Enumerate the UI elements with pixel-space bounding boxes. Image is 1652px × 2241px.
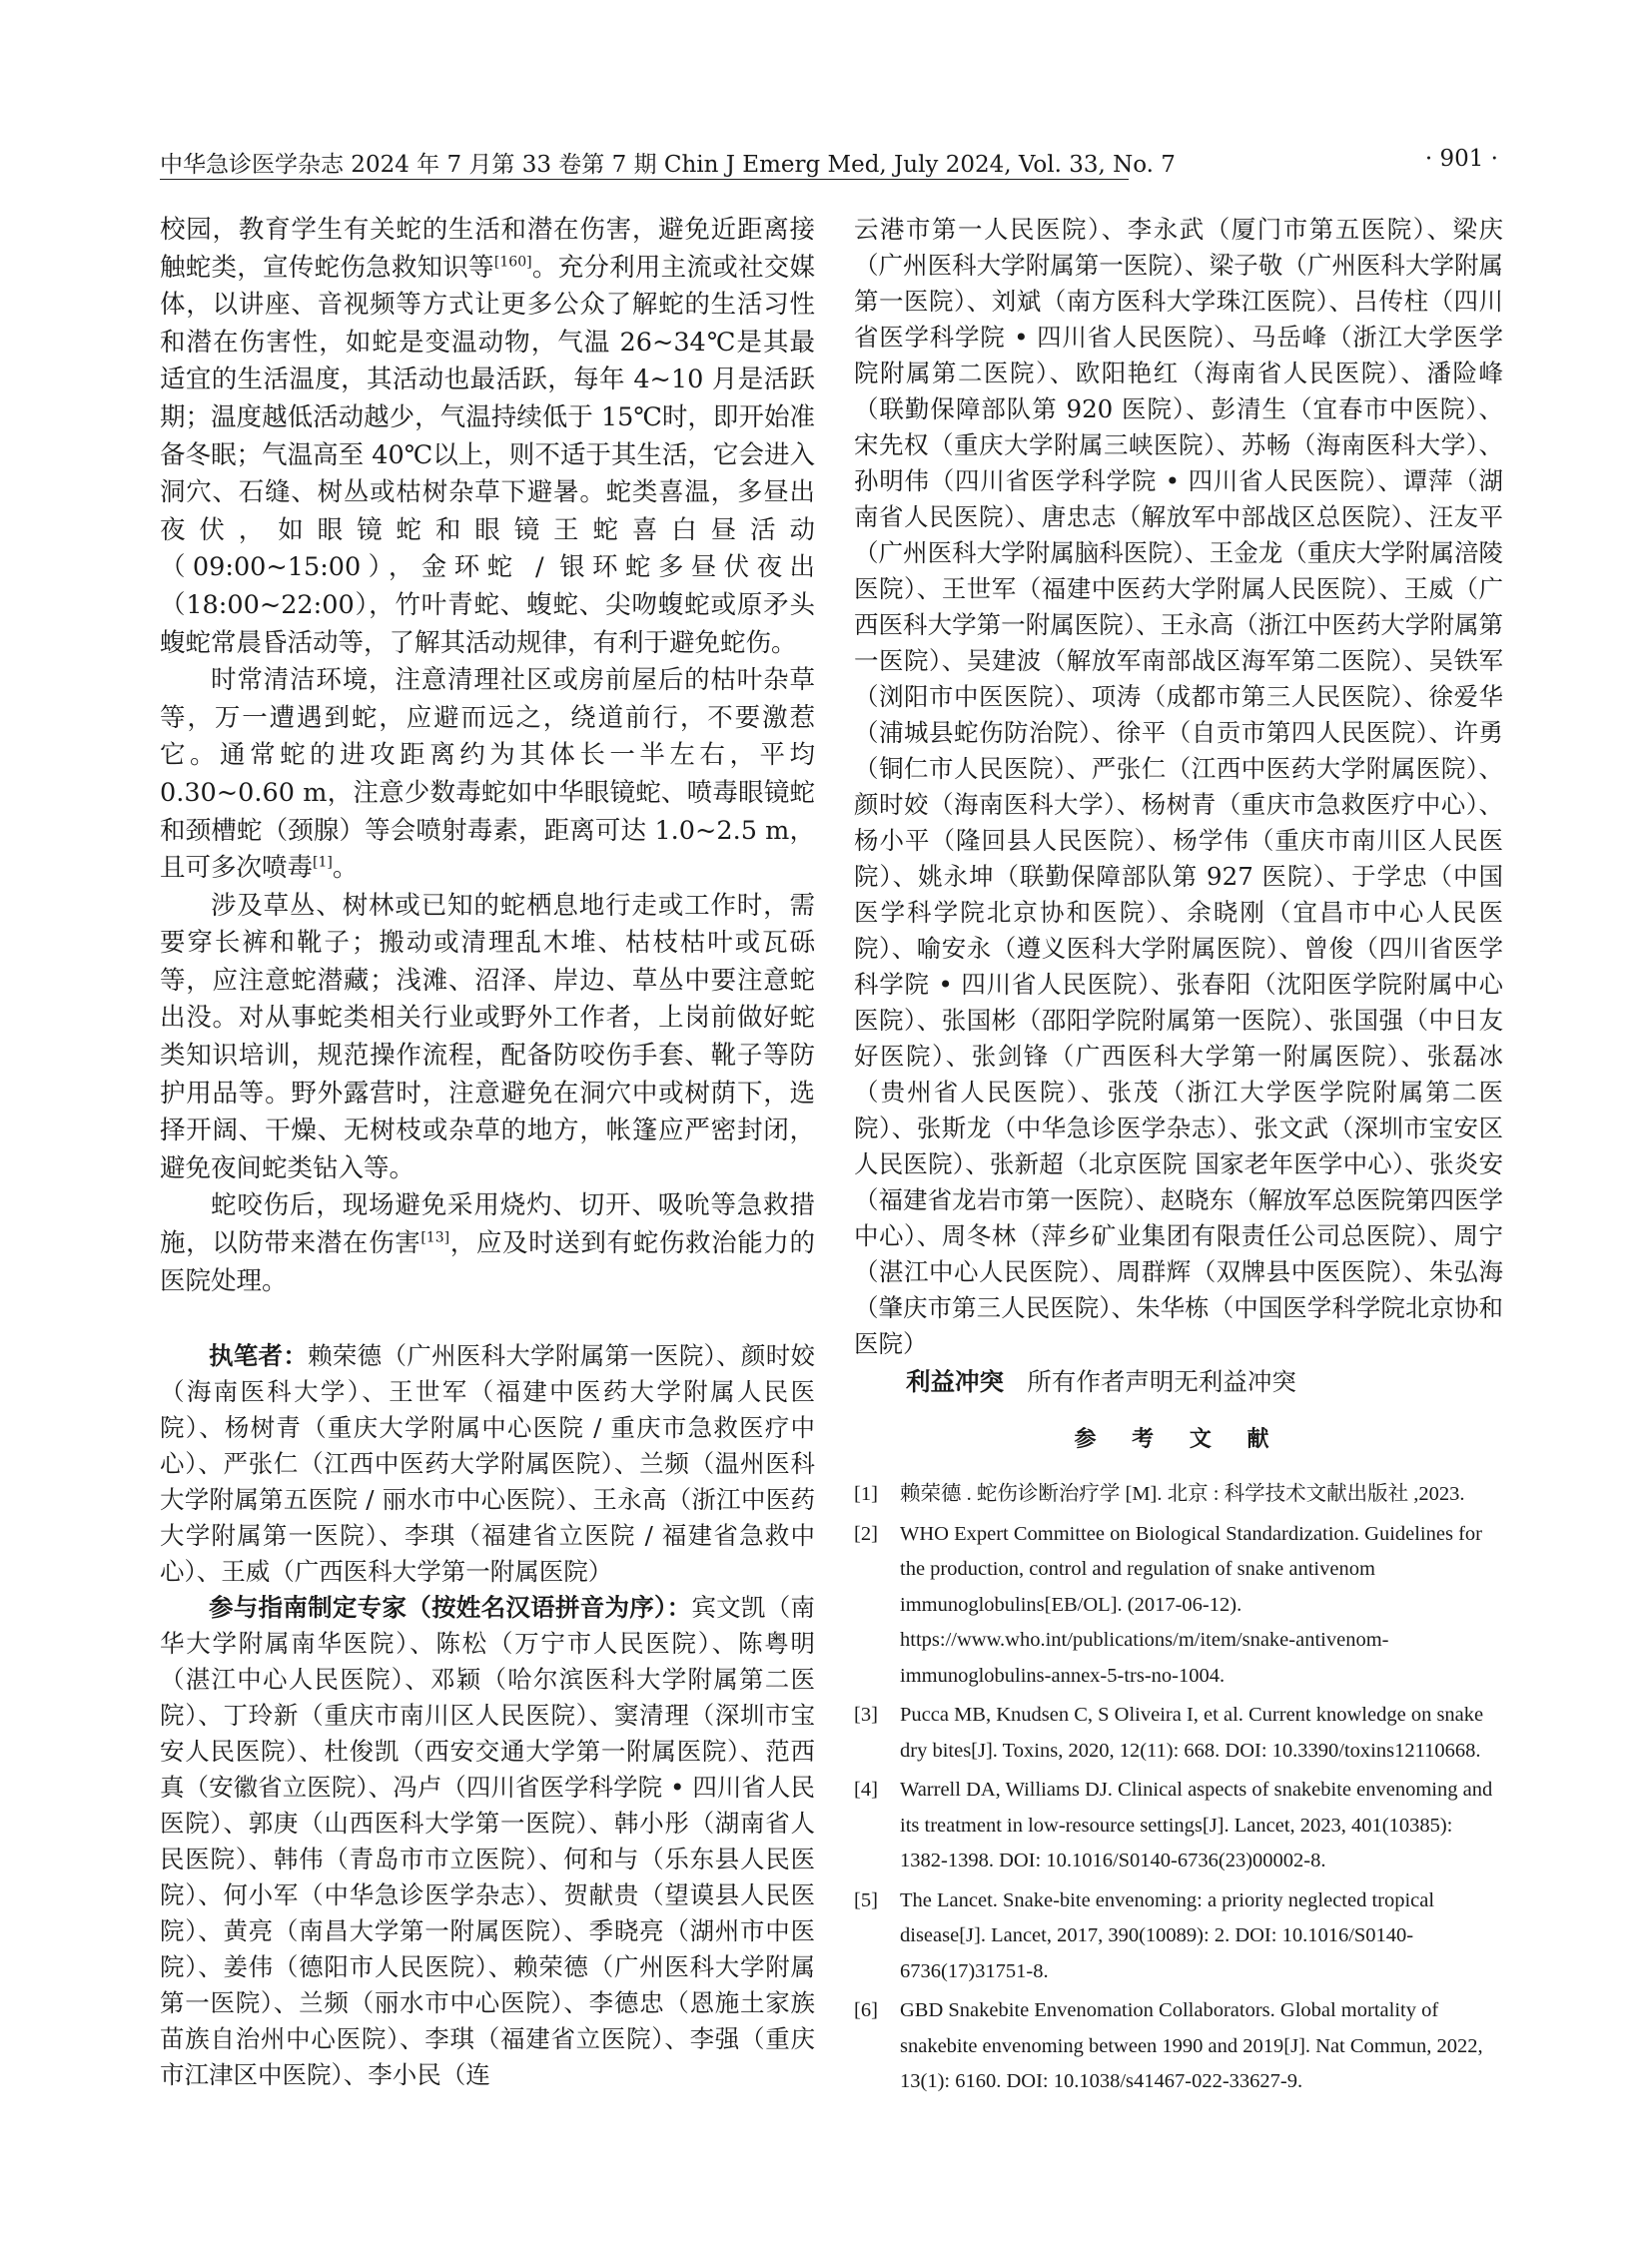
- header-rule: [160, 179, 1129, 180]
- coi-label: 利益冲突: [906, 1367, 1004, 1396]
- reference-number: [3]: [854, 1704, 878, 1726]
- reference-number: [2]: [854, 1522, 878, 1545]
- authors-paragraph: [160, 1338, 815, 1590]
- references-title: 参 考 文 献: [1074, 1427, 1283, 1452]
- paragraph-first-aid: 蛇咬伤后，现场避免采用烧灼、切开、吸吮等急救措施，以防带来潜在伤害[13]，应及时送到有蛇伤救治能力的医院处理。: [160, 1190, 815, 1296]
- reference-text: WHO Expert Committee on Biological Standardization. Guidelines for the production, control and regulation of snake antivenom immunoglobulins[EB/OL]. (2017-06-12). https://www.who.int/publications/m/item/snake-antivenom-immunoglobulins-annex-5-trs-no-1004.: [900, 1522, 1482, 1687]
- journal-header: 中华急诊医学杂志 2024 年 7 月第 33 卷第 7 期 Chin J Emerg Med, July 2024, Vol. 33, No. 7: [160, 152, 1176, 178]
- reference-text: Warrell DA, Williams DJ. Clinical aspects of snakebite envenoming and its treatment in low-resource settings[J]. Lancet, 2023, 401(10385): 1382-1398. DOI: 10.1016/S0140-6736(23)00002-8.: [900, 1779, 1493, 1871]
- experts-list-continued: 云港市第一人民医院）、李永武（厦门市第五医院）、梁庆（广州医科大学附属第一医院）、梁子敬（广州医科大学附属第一医院）、刘斌（南方医科大学珠江医院）、吕传柱（四川省医学科学院 • 四川省人民医院）、马岳峰（浙江大学医学院附属第二医院）、欧阳艳红（海南省人民医院）、潘险峰（联勤保障部队第 920 医院）、彭清生（宜春市中医院）、宋先权（重庆大学附属三峡医院）、苏畅（海南医科大学）、孙明伟（四川省医学科学院 • 四川省人民医院）、谭萍（湖南省人民医院）、唐忠志（解放军中部战区总医院）、汪友平（广州医科大学附属脑科医院）、王金龙（重庆大学附属涪陵医院）、王世军（福建中医药大学附属人民医院）、王威（广西医科大学第一附属医院）、王永高（浙江中医药大学附属第一医院）、吴建波（解放军南部战区海军第二医院）、吴铁军（浏阳市中医医院）、项涛（成都市第三人民医院）、徐爱华（浦城县蛇伤防治院）、徐平（自贡市第四人民医院）、许勇（铜仁市人民医院）、严张仁（江西中医药大学附属医院）、颜时姣（海南医科大学）、杨树青（重庆市急救医疗中心）、杨小平（隆回县人民医院）、杨学伟（重庆市南川区人民医院）、姚永坤（联勤保障部队第 927 医院）、于学忠（中国医学科学院北京协和医院）、余晓刚（宜昌市中心人民医院）、喻安永（遵义医科大学附属医院）、曾俊（四川省医学科学院 • 四川省人民医院）、张春阳（沈阳医学院附属中心医院）、张国彬（邵阳学院附属第一医院）、张国强（中日友好医院）、张剑锋（广西医科大学第一附属医院）、张磊冰（贵州省人民医院）、张茂（浙江大学医学院附属第二医院）、张斯龙（中华急诊医学杂志）、张文武（深圳市宝安区人民医院）、张新超（北京医院 国家老年医学中心）、张炎安（福建省龙岩市第一医院）、赵晓东（解放军总医院第四医学中心）、周冬林（萍乡矿业集团有限责任公司总医院）、周宁（湛江中心人民医院）、周群辉（双牌县中医医院）、朱弘海（肇庆市第三人民医院）、朱华栋（中国医学科学院北京协和医院）: [854, 215, 1503, 1358]
- paragraph-environment: 时常清洁环境，注意清理社区或房前屋后的枯叶杂草等，万一遭遇到蛇，应避而远之，绕道前行，不要激惹它。通常蛇的进攻距离约为其体长一半左右，平均 0.30~0.60 m，注意少数毒蛇如中华眼镜蛇、喷毒眼镜蛇和颈槽蛇（颈腺）等会喷射毒素，距离可达 1.0~2.5 m，且可多次喷毒[1]。: [160, 665, 815, 884]
- reference-text: GBD Snakebite Envenomation Collaborators. Global mortality of snakebite envenoming between 1990 and 2019[J]. Nat Commun, 2022, 13(1): 6160. DOI: 10.1038/s41467-022-33627-9.: [900, 1999, 1483, 2092]
- reference-text: Pucca MB, Knudsen C, S Oliveira I, et al. Current knowledge on snake dry bites[J]. Toxins, 2020, 12(11): 668. DOI: 10.3390/toxins12110668.: [900, 1704, 1484, 1762]
- reference-number: [4]: [854, 1779, 878, 1801]
- reference-item: [854, 1773, 1503, 1879]
- reference-item: [854, 1883, 1503, 1990]
- paragraph-protection: 涉及草丛、树林或已知的蛇栖息地行走或工作时，需要穿长裤和靴子；搬动或清理乱木堆、枯枝枯叶或瓦砾等，应注意蛇潜藏；浅滩、沼泽、岸边、草丛中要注意蛇出没。对从事蛇类相关行业或野外工作者，上岗前做好蛇类知识培训，规范操作流程，配备防咬伤手套、靴子等防护用品等。野外露营时，注意避免在洞穴中或树荫下，选择开阔、干燥、无树枝或杂草的地方，帐篷应严密封闭，避免夜间蛇类钻入等。: [160, 890, 815, 1183]
- page-number: · 901 ·: [1424, 146, 1498, 172]
- reference-number: [1]: [854, 1483, 878, 1505]
- citation: [160]: [493, 254, 532, 271]
- authors-list: 赖荣德（广州医科大学附属第一医院）、颜时姣（海南医科大学）、王世军（福建中医药大学附属人民医院）、杨树青（重庆大学附属中心医院 / 重庆市急救医疗中心）、严张仁（江西中医药大学附属医院）、兰频（温州医科大学附属第五医院 / 丽水市中心医院）、王永高（浙江中医药大学附属第一医院）、李琪（福建省立医院 / 福建省急救中心）、王威（广西医科大学第一附属医院）: [160, 1341, 815, 1587]
- left-column: [160, 212, 815, 2093]
- reference-item: [854, 1698, 1503, 1769]
- reference-number: [5]: [854, 1888, 878, 1911]
- reference-item: [854, 1993, 1503, 2100]
- authors-label: 执笔者：: [209, 1341, 309, 1371]
- experts-list: 宾文凯（南华大学附属南华医院）、陈松（万宁市人民医院）、陈粤明（湛江中心人民医院）、邓颖（哈尔滨医科大学附属第二医院）、丁玲新（重庆市南川区人民医院）、窦清理（深圳市宝安人民医院）、杜俊凯（西安交通大学第一附属医院）、范西真（安徽省立医院）、冯卢（四川省医学科学院 • 四川省人民医院）、郭庚（山西医科大学第一医院）、韩小彤（湖南省人民医院）、韩伟（青岛市市立医院）、何和与（乐东县人民医院）、何小军（中华急诊医学杂志）、贺献贵（望谟县人民医院）、黄亮（南昌大学第一附属医院）、季晓亮（湖州市中医院）、姜伟（德阳市人民医院）、赖荣德（广州医科大学附属第一医院）、兰频（丽水市中心医院）、李德忠（恩施土家族苗族自治州中心医院）、李琪（福建省立医院）、李强（重庆市江津区中医院）、李小民（连: [160, 1593, 815, 2090]
- references-list: [854, 1477, 1503, 2100]
- coi-text: 所有作者声明无利益冲突: [1027, 1367, 1296, 1396]
- citation: [1]: [313, 854, 333, 871]
- reference-number: [6]: [854, 1999, 878, 2021]
- reference-item: [854, 1477, 1503, 1513]
- paragraph-snake-habits: 校园，教育学生有关蛇的生活和潜在伤害，避免近距离接触蛇类，宣传蛇伤急救知识等[160]。充分利用主流或社交媒体，以讲座、音视频等方式让更多公众了解蛇的生活习性和潜在伤害性，如蛇是变温动物，气温 26~34℃是其最适宜的生活温度，其活动也最活跃，每年 4~10 月是活跃期；温度越低活动越少，气温持续低于 15℃时，即开始准备冬眠；气温高至 40℃以上，则不适于其生活，它会进入洞穴、石缝、树丛或枯树杂草下避暑。蛇类喜温，多昼出夜伏，如眼镜蛇和眼镜王蛇喜白昼活动（09:00~15:00），金环蛇 / 银环蛇多昼伏夜出（18:00~22:00），竹叶青蛇、蝮蛇、尖吻蝮蛇或原矛头蝮蛇常晨昏活动等，了解其活动规律，有利于避免蛇伤。: [160, 215, 815, 658]
- reference-item: [854, 1517, 1503, 1695]
- reference-text: The Lancet. Snake-bite envenoming: a priority neglected tropical disease[J]. Lancet, 2017, 390(10089): 2. DOI: 10.1016/S0140-6736(17)31751-8.: [900, 1888, 1435, 1982]
- running-header: [160, 146, 1498, 182]
- experts-paragraph: [160, 1590, 815, 2093]
- citation: [13]: [420, 1229, 450, 1246]
- right-column: [854, 212, 1503, 2104]
- conflict-of-interest: [854, 1362, 1503, 1402]
- experts-label: 参与指南制定专家（按姓名汉语拼音为序）：: [209, 1593, 692, 1623]
- reference-text: 赖荣德 . 蛇伤诊断治疗学 [M]. 北京 : 科学技术文献出版社 ,2023.: [900, 1483, 1465, 1505]
